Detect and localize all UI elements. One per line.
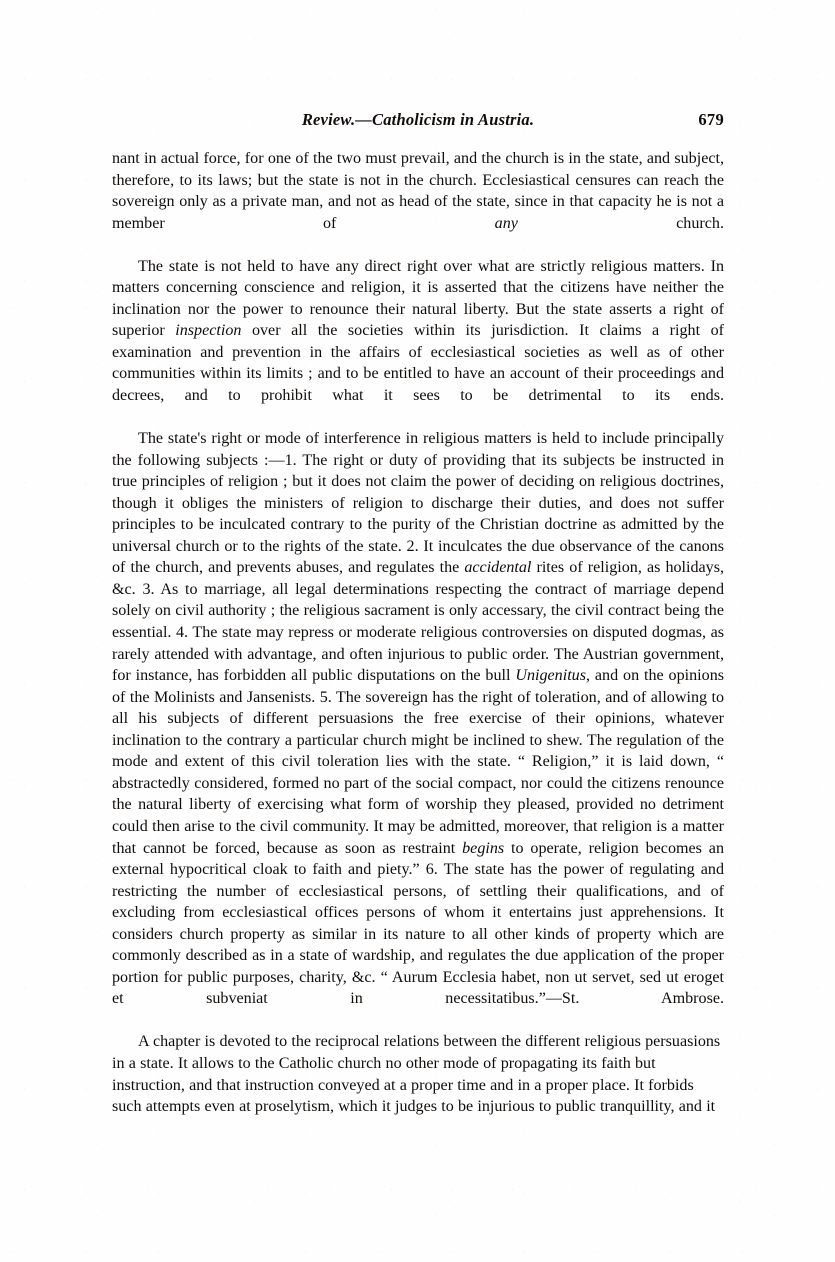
paragraph: The state is not held to have any direct right over what are strictly religious matters. In matters concerning conscience and religion, it is asserted that the citizens have neither the inclination nor the power to renounce their natural liberty. But the state asserts a right of superior inspection over all the societies within its jurisdiction. It claims a right of examination and prevention in the affairs of ecclesiastical societies as well as of other communities within its limits ; and to be entitled to have an account of their proceedings and decrees, and to prohibit what it sees to be detrimental to its ends.	[112, 257, 724, 405]
paragraph: A chapter is devoted to the reciprocal relations between the different religious persuasions in a state. It allows to the Catholic church no other mode of propagating its faith but instruction, and that instruction conveyed at a proper time and in a proper place. It forbids such attempts even at proselytism, which it judges to be injurious to public tranquillity, and it	[112, 1033, 721, 1116]
paragraph: The state's right or mode of interference in religious matters is held to include principally the following subjects :—1. The right or duty of providing that its subjects be instructed in true principles of religion ; but it does not claim the power of deciding on religious doctrines, though it obliges the ministers of religion to discharge their duties, and does not suffer principles to be inculcated contrary to the purity of the Christian doctrine as admitted by the universal church or to the rights of the state. 2. It inculcates the due observance of the canons of the church, and prevents abuses, and regulates the accidental rites of religion, as holidays, &c. 3. As to marriage, all legal determinations respecting the contract of marriage depend solely on civil authority ; the religious sacrament is only accessary, the civil contract being the essential. 4. The state may repress or moderate religious controversies on disputed dogmas, as rarely attended with advantage, and often injurious to public order. The Austrian government, for instance, has forbidden all public disputations on the bull Unigenitus, and on the opinions of the Molinists and Jansenists. 5. The sovereign has the right of toleration, and of allowing to all his subjects of different persuasions the free exercise of their opinions, whatever inclination to the contrary a particular church might be inclined to shew. The regulation of the mode and extent of this civil toleration lies with the state. “ Religion,” it is laid down, “ abstractedly considered, formed no part of the social compact, nor could the citizens renounce the natural liberty of exercising what form of worship they pleased, provided no detriment could then arise to the civil community. It may be admitted, moreover, that religion is a matter that cannot be forced, because as soon as restraint begins to operate, religion becomes an external hypocritical cloak to faith and piety.” 6. The state has the power of regulating and restricting the number of ecclesiastical persons, of settling their qualifications, and of excluding from ecclesiastical offices persons of whom it entertains just apprehensions. It considers church property as similar in its nature to all other kinds of property which are commonly described as in a state of wardship, and regulates the due application of the proper portion for public purposes, charity, &c. “ Aurum Ecclesia habet, non ut servet, sed ut eroget et subveniat in necessitatibus.”—St. Ambrose.	[112, 430, 724, 1008]
page-number: 679	[698, 110, 724, 129]
paragraph: nant in actual force, for one of the two must prevail, and the church is in the state, and subject, therefore, to its laws; but the state is not in the church. Ecclesiastical censures can reach the sovereign only as a private man, and not as head of the state, since in that capacity he is not a member of any church.	[112, 150, 724, 232]
running-head	[112, 110, 724, 134]
body-text-block	[112, 148, 724, 1139]
running-head-title: Review.—Catholicism in Austria.	[301, 110, 535, 129]
